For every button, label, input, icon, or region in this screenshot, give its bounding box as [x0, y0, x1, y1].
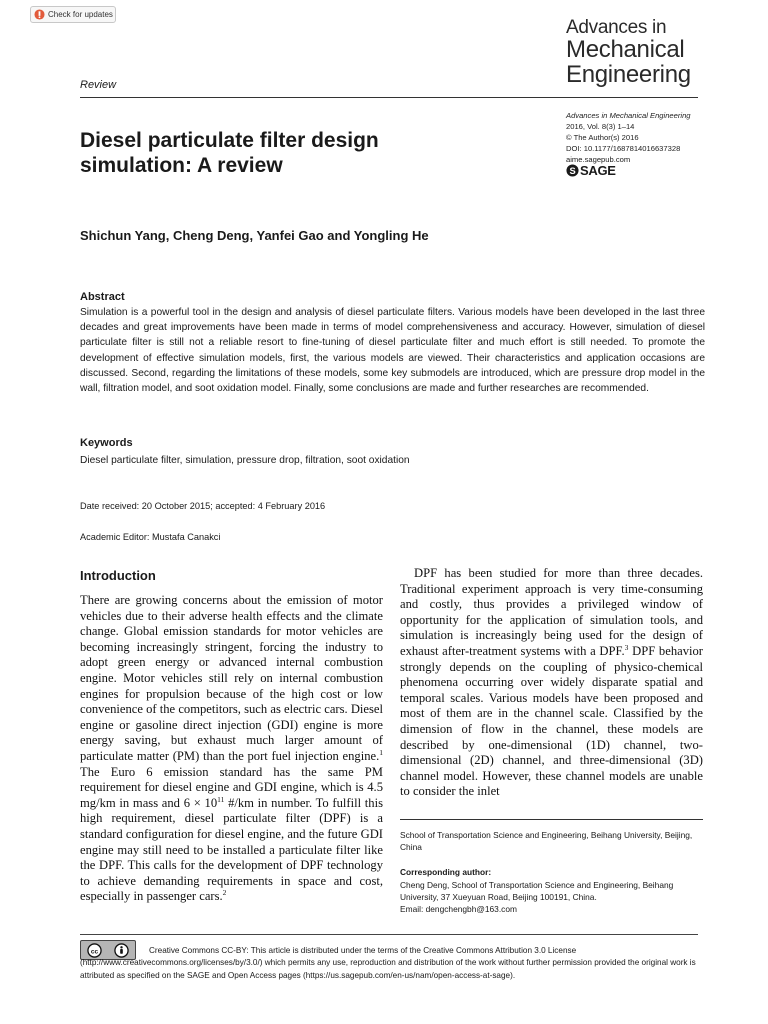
citation-ref-2[interactable]: 2 [222, 888, 227, 898]
introduction-right-column [400, 566, 703, 800]
date-received: Date received: 20 October 2015; accepted: 4 February 2016 [80, 501, 326, 511]
keywords-heading: Keywords [80, 437, 133, 449]
sage-logo-text: SAGE [580, 163, 616, 178]
crossmark-icon [34, 9, 45, 20]
meta-journal: Advances in Mechanical Engineering [566, 111, 691, 120]
license-rule [80, 934, 698, 935]
authors: Shichun Yang, Cheng Deng, Yanfei Gao and Yongling He [80, 228, 429, 243]
cc-badge-text: cc [90, 947, 99, 955]
footnote-rule [400, 819, 703, 820]
header-rule [80, 97, 698, 98]
meta-doi[interactable]: DOI: 10.1177/1687814016637328 [566, 144, 681, 153]
license-text [80, 945, 705, 982]
article-type: Review [80, 79, 117, 91]
page-title: Diesel particulate filter design simulation: A review [80, 129, 379, 177]
exponent: 11 [217, 794, 225, 804]
academic-editor: Academic Editor: Mustafa Canakci [80, 532, 221, 542]
keywords-text: Diesel particulate filter, simulation, pressure drop, filtration, soot oxidation [80, 455, 410, 466]
introduction-heading: Introduction [80, 568, 156, 583]
article-meta [566, 110, 691, 165]
meta-copyright: © The Author(s) 2016 [566, 133, 639, 142]
intro-left-text-2: The Euro 6 emission standard has the same PM requirement for diesel engine and GDI engine, which is 4.5 mg/km in mass and 6 × 10 [80, 764, 383, 810]
intro-left-text-3: #/km in number. To fulfill this high requirement, diesel particulate filter (DPF) is a standard configuration for diesel engine, and the future GDI engine may still need to be installed a particulate filter like the DPF. This calls for the development of DPF technology to achieve demanding requirements in space and cost, especially in passenger cars. [80, 795, 383, 904]
license-statement: Creative Commons CC-BY: This article is distributed under the terms of the Creative Commons Attribution 3.0 License (http://www.creativecommons.org/licenses/by/3.0/) which permits any use, reproduction and distribution of the work without further permission provided the original work is attributed as specified on the SAGE and Open Access pages (https://us.sagepub.com/en-us/nam/open-access-at-sage). [80, 946, 696, 980]
journal-name-line3: Engineering [566, 61, 691, 88]
check-for-updates-label: Check for updates [48, 10, 113, 19]
intro-right-text-2: DPF behavior strongly depends on the coupling of physico-chemical phenomena occurring over widely disparate spatial and temporal scales. Various models have been proposed and most of them are in the channel scale. Classified by the dimension of flow in the channel, these models are described by one-dimensional (1D) channel, two-dimensional (2D) channel, and three-dimensional (3D) channel model. However, these channel models are unable to consider the inlet [400, 643, 703, 799]
intro-right-text-1: DPF has been studied for more than three decades. Traditional experiment approach is very time-consuming and costly, thus provides a privileged window of opportunity for the application of simulation tools, and simulation is increasingly being used for the design of exhaust after-treatment systems with a DPF. [400, 566, 703, 658]
meta-volume: 2016, Vol. 8(3) 1–14 [566, 122, 635, 131]
intro-left-text-1: There are growing concerns about the emission of motor vehicles due to their adverse health effects and the climate change. Global emission standards for motor vehicles are becoming increasingly stringent, forcing the industry to adopt green energy or advanced internal combustion engine. Motor vehicles still rely on internal combustion engines for propulsion because of the high cost or low convenience of the competitors, such as electric cars. Diesel engine or gasoline direct injection (GDI) engine is more energy saving, but exhaust much larger amount of particulate matter (PM) than the port fuel injection engine. [80, 593, 383, 763]
citation-ref-1[interactable]: 1 [379, 747, 383, 757]
svg-text:S: S [569, 165, 576, 176]
journal-name-line2: Mechanical [566, 36, 685, 63]
sage-s-icon [566, 164, 579, 177]
abstract-heading: Abstract [80, 291, 125, 303]
corresponding-author-address: Cheng Deng, School of Transportation Science and Engineering, Beihang University, 37 Xueyuan Road, Beijing 100191, China. [400, 880, 674, 902]
corresponding-author-details [400, 879, 710, 915]
introduction-left-column [80, 593, 383, 905]
corresponding-author-email[interactable]: Email: dengchengbh@163.com [400, 904, 517, 914]
citation-ref-3[interactable]: 3 [624, 642, 629, 652]
sage-logo [566, 163, 616, 178]
check-for-updates-button[interactable] [30, 6, 116, 23]
journal-masthead [566, 18, 756, 87]
affiliation: School of Transportation Science and Engineering, Beihang University, Beijing, China [400, 830, 693, 852]
abstract-text: Simulation is a powerful tool in the design and analysis of diesel particulate filters. Various models have been developed in the last three decades and great improvements have been made in terms of model comprehensiveness and accuracy. However, simulation of diesel particulate filter is still not a reliable resort to fine-tuning of diesel particulate filter and much effort is still needed. To promote the development of effective simulation models, first, the various models are viewed. Their characteristics and application occasions are discussed. Second, regarding the limitations of these models, some key submodels are introduced, which are pressure drop model in the wall, filtration model, and soot oxidation model. Finally, some conclusions are made and further researches are recommended. [80, 307, 705, 395]
journal-name-line1: Advances in [566, 17, 667, 38]
corresponding-author-heading: Corresponding author: [400, 867, 492, 877]
meta-site[interactable]: aime.sagepub.com [566, 155, 631, 164]
